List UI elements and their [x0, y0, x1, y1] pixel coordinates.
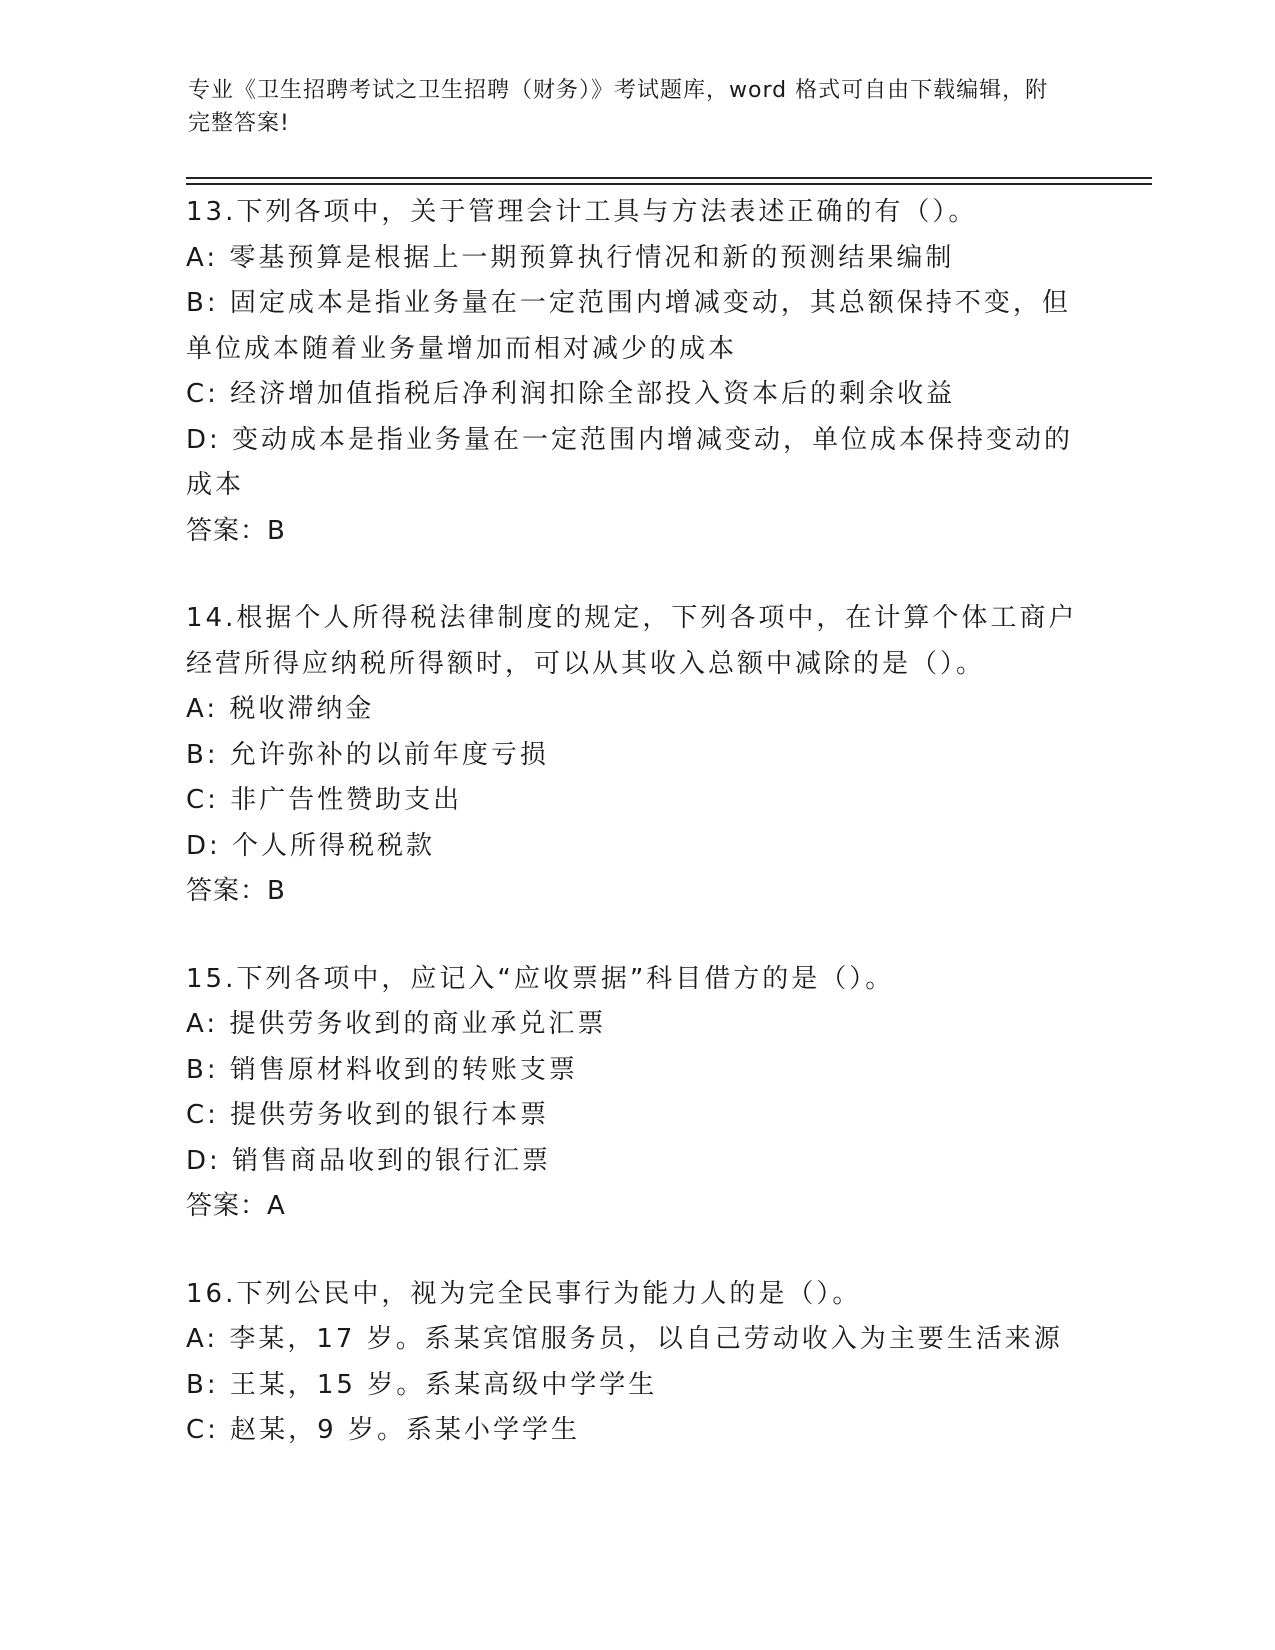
question-13: [186, 190, 1086, 554]
question-list: [186, 190, 1086, 1496]
question-stem: 13.下列各项中，关于管理会计工具与方法表述正确的有（）。: [186, 197, 978, 227]
option-d: D: 销售商品收到的银行汇票: [186, 1145, 552, 1176]
header-rule-bottom: [186, 183, 1152, 185]
question-stem: 14.根据个人所得税法律制度的规定，下列各项中，在计算个体工商户经营所得应纳税所得额时，可以从其收入总额中减除的是（）。: [186, 603, 1078, 679]
option-a: A: 税收滞纳金: [186, 694, 375, 724]
answer: 答案：B: [186, 876, 286, 906]
option-b: B: 固定成本是指业务量在一定范围内增减变动，其总额保持不变，但单位成本随着业务量增加而相对减少的成本: [186, 288, 1071, 364]
header-rule-top: [186, 177, 1152, 179]
option-a: A: 零基预算是根据上一期预算执行情况和新的预测结果编制: [186, 242, 955, 273]
option-c: C: 经济增加值指税后净利润扣除全部投入资本后的剩余收益: [186, 379, 956, 409]
answer: 答案：A: [186, 1191, 286, 1221]
option-d: D: 个人所得税税款: [186, 830, 436, 861]
option-c: C: 赵某，9 岁。系某小学学生: [186, 1415, 580, 1445]
option-a: A: 提供劳务收到的商业承兑汇票: [186, 1009, 607, 1039]
option-d: D: 变动成本是指业务量在一定范围内增减变动，单位成本保持变动的成本: [186, 424, 1074, 500]
option-a: A: 李某，17 岁。系某宾馆服务员，以自己劳动收入为主要生活来源: [186, 1324, 1063, 1354]
question-16: [186, 1272, 1086, 1454]
option-c: C: 非广告性赞助支出: [186, 785, 463, 815]
option-b: B: 王某，15 岁。系某高级中学学生: [186, 1369, 658, 1400]
question-15: [186, 957, 1086, 1230]
answer: 答案：B: [186, 515, 286, 546]
question-14: [186, 596, 1086, 915]
document-intro: 专业《卫生招聘考试之卫生招聘（财务）》考试题库，word 格式可自由下载编辑，附完整答案!: [188, 78, 1049, 136]
option-b: B: 销售原材料收到的转账支票: [186, 1054, 578, 1085]
question-stem: 15.下列各项中，应记入“应收票据”科目借方的是（）。: [186, 963, 895, 994]
option-b: B: 允许弥补的以前年度亏损: [186, 739, 549, 770]
question-stem: 16.下列公民中，视为完全民事行为能力人的是（）。: [186, 1278, 862, 1309]
option-c: C: 提供劳务收到的银行本票: [186, 1100, 550, 1130]
